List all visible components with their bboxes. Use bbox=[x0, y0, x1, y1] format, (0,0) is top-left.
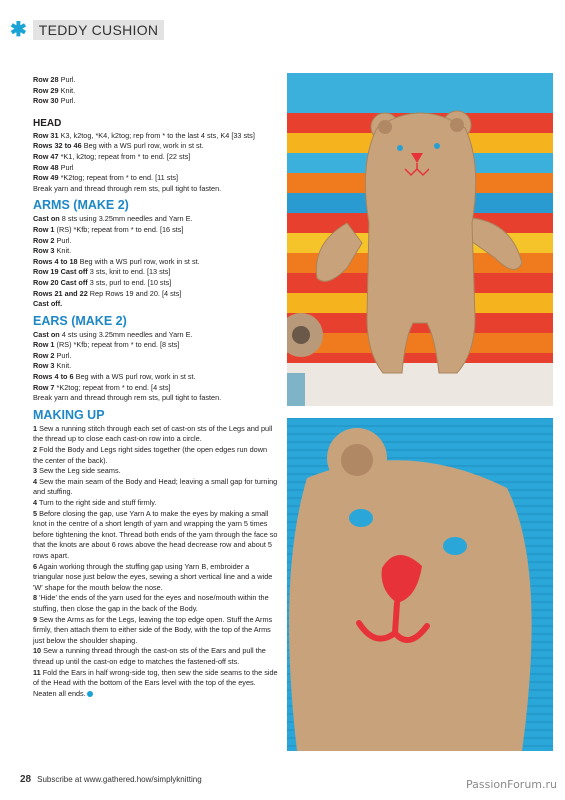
pattern-row-label: Row 28 bbox=[33, 75, 59, 84]
pattern-row-text: Beg with a WS purl row, work in st st. bbox=[77, 256, 200, 266]
pattern-row bbox=[33, 214, 278, 225]
page-header bbox=[10, 20, 164, 40]
pattern-row-text: Knit. bbox=[54, 246, 72, 256]
pattern-row-text: 8 sts using 3.25mm needles and Yarn E. bbox=[59, 214, 193, 224]
asterisk-icon: ✱ bbox=[10, 19, 27, 41]
pattern-row-text: (RS) *Kfb; repeat from * to end. [16 sts] bbox=[54, 224, 184, 234]
making-up-heading: MAKING UP bbox=[33, 407, 105, 422]
pattern-row-label: Row 19 Cast off bbox=[33, 267, 88, 277]
making-up-step bbox=[33, 445, 278, 466]
pattern-row bbox=[33, 393, 278, 404]
making-up-step-label: 1 bbox=[33, 423, 38, 433]
teddy-photo-closeup bbox=[287, 418, 553, 751]
head-heading: HEAD bbox=[33, 117, 62, 129]
pattern-row bbox=[33, 351, 278, 362]
pattern-row-text: Beg with a WS purl row, work in st st. bbox=[73, 372, 196, 382]
making-up-step-text: Sew the Arms as for the Legs, leaving the top edge open. Stuff the Arms firmly, then attach them to either side of the Body, with the top of the Arms just below the shoulder shaping. bbox=[33, 614, 273, 645]
pattern-row-label: Row 3 bbox=[33, 246, 55, 256]
pattern-row bbox=[33, 361, 278, 372]
making-up-step-label: 9 bbox=[33, 614, 38, 624]
intro-rows bbox=[33, 75, 278, 107]
pattern-row-label: Rows 21 and 22 bbox=[33, 288, 88, 298]
ears-rows bbox=[33, 330, 278, 404]
page-footer bbox=[20, 774, 202, 785]
teddy-illustration bbox=[287, 73, 553, 406]
making-up-step-text: Turn to the right side and stuff firmly. bbox=[37, 498, 157, 507]
making-up-step-label: 2 bbox=[33, 445, 38, 455]
pattern-row bbox=[33, 236, 278, 247]
pattern-row-text: Break yarn and thread through rem sts, pull tight to fasten. bbox=[33, 393, 222, 403]
making-up-step-label: 10 bbox=[33, 646, 42, 656]
pattern-row-text: Purl. bbox=[54, 350, 72, 360]
making-up-step-text: Sew a running stitch through each set of cast-on sts of the Legs and pull the thread up to close each cast-on row into a circle. bbox=[33, 423, 273, 444]
pattern-row-label: Row 2 bbox=[33, 235, 55, 245]
pattern-text bbox=[33, 75, 278, 699]
pattern-row-text: (RS) *Kfb; repeat from * to end. [8 sts] bbox=[54, 340, 180, 350]
teddy-photo-full bbox=[287, 73, 553, 406]
making-up-step bbox=[33, 615, 278, 647]
watermark: PassionForum.ru bbox=[466, 778, 557, 791]
pattern-row bbox=[33, 278, 278, 289]
pattern-row bbox=[33, 257, 278, 268]
pattern-row-text: 4 sts using 3.25mm needles and Yarn E. bbox=[59, 329, 193, 339]
pattern-row-label: Rows 32 to 46 bbox=[33, 141, 82, 151]
pattern-row-label: Cast on bbox=[33, 214, 60, 224]
pattern-row-text: 3 sts, purl to end. [10 sts] bbox=[87, 277, 172, 287]
pattern-row-label: Row 30 bbox=[33, 96, 59, 106]
pattern-row bbox=[33, 267, 278, 278]
pattern-row-label: Row 31 bbox=[33, 130, 59, 140]
pattern-row-label: Row 3 bbox=[33, 361, 55, 371]
head-rows bbox=[33, 131, 278, 195]
making-up-step-label: 6 bbox=[33, 561, 38, 571]
pattern-row-text: Purl. bbox=[58, 96, 76, 106]
pattern-row-text: Rep Rows 19 and 20. [4 sts] bbox=[87, 288, 182, 298]
making-up-steps bbox=[33, 424, 278, 699]
making-up-step-label: 3 bbox=[33, 466, 38, 476]
pattern-row-text: Knit. bbox=[58, 85, 76, 95]
making-up-step bbox=[33, 562, 278, 594]
making-up-step-text: Before closing the gap, use Yarn A to make the eyes by making a small knot in the centre of a short length of yarn and wrapping the yarn 5 times before tightening the knot. Thread both ends of the yarn through the face so that the knots are about 6 rows above the head decrease row and about 5 rows apart. bbox=[33, 508, 278, 560]
making-up-step-label: 5 bbox=[33, 508, 38, 518]
page-number: 28 bbox=[20, 774, 32, 785]
pattern-row-label: Row 1 bbox=[33, 340, 55, 350]
pattern-row-label: Cast off. bbox=[33, 299, 63, 309]
pattern-row-label: Row 2 bbox=[33, 350, 55, 360]
pattern-row-text: Purl. bbox=[58, 75, 76, 84]
pattern-row bbox=[33, 289, 278, 300]
pattern-row bbox=[33, 372, 278, 383]
pattern-row-text: K3, k2tog, *K4, k2tog; rep from * to the last 4 sts, K4 [33 sts] bbox=[58, 130, 255, 140]
making-up-step-label: 4 bbox=[33, 498, 38, 507]
making-up-step bbox=[33, 424, 278, 445]
pattern-row-text: Purl bbox=[58, 162, 74, 172]
pattern-row-label: Row 1 bbox=[33, 224, 55, 234]
pattern-row-text: Purl. bbox=[54, 235, 72, 245]
pattern-row bbox=[33, 152, 278, 163]
end-dot-icon bbox=[87, 691, 93, 697]
pattern-row-label: Cast on bbox=[33, 329, 60, 339]
making-up-step-text: Sew the Leg side seams. bbox=[37, 466, 121, 476]
pattern-row-label: Row 49 bbox=[33, 173, 59, 183]
pattern-row bbox=[33, 163, 278, 174]
arms-heading: ARMS (MAKE 2) bbox=[33, 198, 129, 213]
pattern-row bbox=[33, 75, 278, 86]
pattern-row-label: Row 7 bbox=[33, 382, 55, 392]
pattern-row bbox=[33, 383, 278, 394]
subscribe-text: Subscribe at www.gathered.how/simplyknitting bbox=[37, 775, 202, 784]
pattern-row-text: Beg with a WS purl row, work in st st. bbox=[81, 141, 204, 151]
making-up-step-label: 11 bbox=[33, 667, 41, 677]
making-up-step bbox=[33, 593, 278, 614]
pattern-row-label: Rows 4 to 6 bbox=[33, 372, 74, 382]
making-up-step bbox=[33, 509, 278, 562]
pattern-row-text: *K1, k2tog; repeat from * to end. [22 sts] bbox=[58, 151, 191, 161]
pattern-row bbox=[33, 141, 278, 152]
pattern-row-text: *K2tog; repeat from * to end. [11 sts] bbox=[58, 173, 179, 183]
making-up-step bbox=[33, 668, 278, 700]
making-up-step-text: Fold the Body and Legs right sides together (the open edges run down the center of the back). bbox=[33, 445, 268, 465]
pattern-row-text: *K2tog; repeat from * to end. [4 sts] bbox=[54, 382, 171, 392]
making-up-step bbox=[33, 498, 278, 509]
pattern-row bbox=[33, 173, 278, 184]
ears-heading: EARS (MAKE 2) bbox=[33, 313, 127, 328]
pattern-row bbox=[33, 225, 278, 236]
pattern-row-label: Rows 4 to 18 bbox=[33, 256, 78, 266]
making-up-step-label: 4 bbox=[33, 476, 38, 486]
making-up-step-text: Sew a running thread through the cast-on sts of the Ears and pull the thread up until the cast-on edge to matches the fastened-off sts. bbox=[33, 646, 266, 666]
pattern-row-label: Row 47 bbox=[33, 151, 59, 161]
making-up-step bbox=[33, 466, 278, 477]
making-up-step-text: Fold the Ears in half wrong-side tog, then sew the side seams to the side of the Head with the bottom of the Ears level with the top of the eyes. Neaten all ends. bbox=[33, 667, 278, 698]
arms-rows bbox=[33, 214, 278, 309]
pattern-row bbox=[33, 184, 278, 195]
making-up-step bbox=[33, 477, 278, 498]
pattern-row bbox=[33, 299, 278, 310]
pattern-row-label: Row 20 Cast off bbox=[33, 277, 88, 287]
making-up-step bbox=[33, 646, 278, 667]
pattern-row bbox=[33, 131, 278, 142]
section-title: TEDDY CUSHION bbox=[33, 20, 165, 40]
making-up-step-text: Again working through the stuffing gap using Yarn B, embroider a triangular nose just below the eyes, sewing a short vertical line and a wide 'W' shape for the mouth below the nose. bbox=[33, 561, 273, 592]
pattern-row-text: 3 sts, knit to end. [13 sts] bbox=[87, 267, 171, 277]
pattern-row bbox=[33, 340, 278, 351]
pattern-row bbox=[33, 96, 278, 107]
pattern-row bbox=[33, 330, 278, 341]
pattern-row bbox=[33, 86, 278, 97]
teddy-closeup-illustration bbox=[287, 418, 553, 751]
pattern-row bbox=[33, 246, 278, 257]
making-up-step-label: 8 bbox=[33, 593, 38, 603]
pattern-row-label: Row 48 bbox=[33, 162, 59, 172]
pattern-row-text: Knit. bbox=[54, 361, 72, 371]
pattern-row-label: Row 29 bbox=[33, 85, 59, 95]
making-up-step-text: Sew the main seam of the Body and Head; leaving a small gap for turning and stuffing. bbox=[33, 476, 278, 497]
making-up-step-text: 'Hide' the ends of the yarn used for the eyes and nose/mouth within the stuffing, then close the gap in the back of the Body. bbox=[33, 593, 269, 613]
pattern-row-text: Break yarn and thread through rem sts, pull tight to fasten. bbox=[33, 183, 222, 193]
